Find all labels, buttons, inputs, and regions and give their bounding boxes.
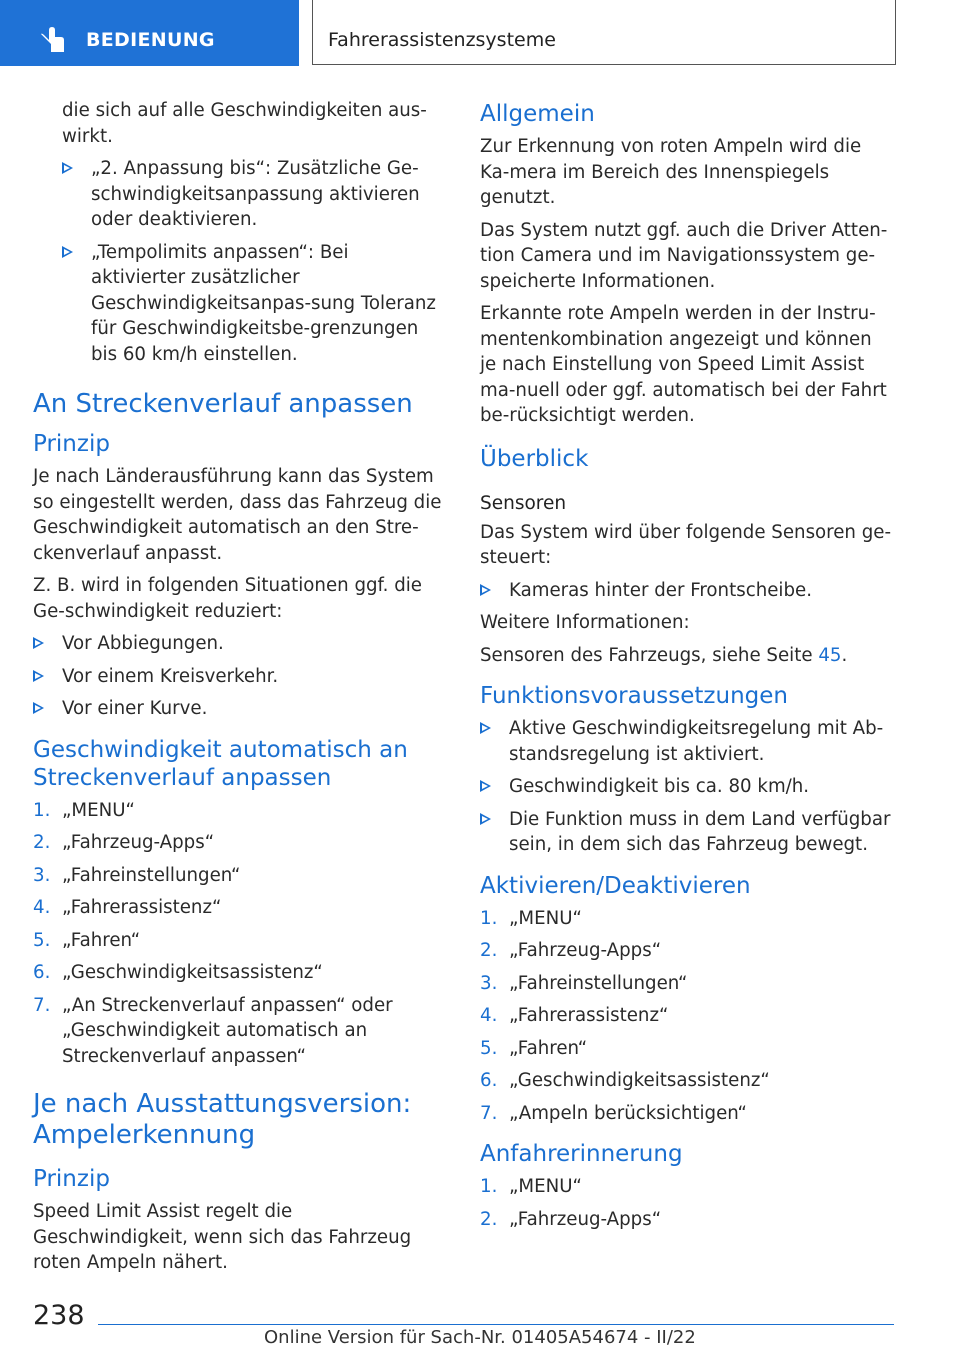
paragraph: Das System wird über folgende Sensoren ge-steuert: [480,521,892,568]
heading-sensoren: Sensoren [480,492,567,514]
page-link[interactable]: 45 [818,644,842,666]
section-tab[interactable] [0,0,299,66]
list-item: „2. Anpassung bis“: Zusätzliche Ge-schwindigkeitsanpassung aktivieren oder deaktivieren. [62,156,443,233]
page-number: 238 [33,1300,85,1331]
list-item: 4. „Fahrerassistenz“ [480,1005,669,1026]
hand-pointer-icon [38,26,68,54]
list-item: 2. „Fahrzeug-Apps“ [480,940,662,961]
steps-list [33,798,443,1070]
triangle-bullet-icon [480,813,491,825]
list-item: 1. „MENU“ [480,907,582,929]
heading-ueberblick: Überblick [480,445,589,472]
left-column [33,98,443,1283]
heading-streckenverlauf: An Streckenverlauf anpassen [33,389,413,419]
triangle-bullet-icon [480,780,491,792]
list-item: Aktive Geschwindigkeitsregelung mit Ab-standsregelung ist aktiviert. [480,716,892,767]
heading-prinzip: Prinzip [33,431,110,457]
paragraph: Erkannte rote Ampeln werden in der Instru-mentenkombination angezeigt und können je nach Einstellung von Speed Limit Assist ma-nuell oder ggf. automatisch bei der Fahrt be-rücksichtigt werden. [480,303,887,426]
list-item: Vor einer Kurve. [33,696,443,722]
chapter-box [312,0,896,65]
triangle-bullet-icon [33,702,44,714]
paragraph: Je nach Länderausführung kann das System so eingestellt werden, dass das Fahrzeug die Geschwindigkeit automatisch an den Stre-ckenverlauf anpasst. [33,466,442,564]
page-header [0,0,960,66]
steps-list [480,1174,892,1232]
page-footer [0,1290,960,1362]
reference-paragraph: Sensoren des Fahrzeugs, siehe Seite 45. [480,644,848,666]
list-item: 5. „Fahren“ [480,1037,588,1059]
paragraph: Weitere Informationen: [480,612,690,633]
triangle-bullet-icon [62,246,73,258]
list-item: 5. „Fahren“ [33,929,141,951]
paragraph: Zur Erkennung von roten Ampeln wird die Ka-mera im Bereich des Innenspiegels genutzt. [480,136,862,208]
right-column [480,98,892,1239]
list-item: 1. „MENU“ [480,1176,582,1197]
triangle-bullet-icon [480,722,491,734]
list-item: 7. „Ampeln berücksichtigen“ [480,1102,747,1124]
list-item: Geschwindigkeit bis ca. 80 km/h. [480,774,892,800]
list-item: Die Funktion muss in dem Land verfügbar sein, in dem sich das Fahrzeug bewegt. [480,807,892,858]
list-item: Kameras hinter der Frontscheibe. [480,578,892,604]
list-item: 7. „An Streckenverlauf anpassen“ oder „Geschwindigkeit automatisch an Streckenverlauf anpassen“ [33,994,393,1067]
list-item: 6. „Geschwindigkeitsassistenz“ [33,962,323,983]
heading-auto-anpassen: Geschwindigkeit automatisch an Streckenverlauf anpassen [33,736,408,791]
situations-list [33,631,443,722]
list-item: 4. „Fahrerassistenz“ [33,897,222,918]
heading-ampelerkennung: Je nach Ausstattungsversion: Ampelerkennung [33,1089,412,1150]
list-item: 1. „MENU“ [33,799,135,821]
heading-aktivieren: Aktivieren/Deaktivieren [480,872,751,899]
paragraph: Das System nutzt ggf. auch die Driver Atten-tion Camera und im Navigationssystem ge-speicherte Informationen. [480,219,888,292]
footer-version: Online Version für Sach-Nr. 01405A54674 - II/22 [264,1327,696,1348]
section-label: BEDIENUNG [86,29,215,51]
heading-funktionsvoraussetzungen: Funktionsvoraussetzungen [480,683,788,709]
heading-anfahrerinnerung: Anfahrerinnerung [480,1141,683,1167]
triangle-bullet-icon [62,162,73,174]
footer-divider [98,1324,894,1325]
list-item: 3. „Fahreinstellungen“ [480,972,688,994]
triangle-bullet-icon [33,670,44,682]
paragraph: Speed Limit Assist regelt die Geschwindigkeit, wenn sich das Fahrzeug roten Ampeln nähert. [33,1201,412,1273]
speed-options-list [62,156,443,367]
list-item: Vor Abbiegungen. [33,631,443,657]
list-item: 2. „Fahrzeug-Apps“ [33,832,215,853]
triangle-bullet-icon [33,637,44,649]
intro-text: die sich auf alle Geschwindigkeiten aus-wirkt. [62,100,427,147]
list-item: 2. „Fahrzeug-Apps“ [480,1208,662,1230]
list-item: „Tempolimits anpassen“: Bei aktivierter zusätzlicher Geschwindigkeitsanpas-sung Toleranz für Geschwindigkeitsbe-grenzungen bis 60 km/h einstellen. [62,240,443,368]
triangle-bullet-icon [480,584,491,596]
list-item: Vor einem Kreisverkehr. [33,664,443,690]
chapter-title: Fahrerassistenzsysteme [328,29,556,51]
requirements-list [480,716,892,858]
heading-prinzip: Prinzip [33,1166,110,1192]
heading-allgemein: Allgemein [480,101,595,127]
list-item: 3. „Fahreinstellungen“ [33,864,241,886]
list-item: 6. „Geschwindigkeitsassistenz“ [480,1070,770,1091]
paragraph: Z. B. wird in folgenden Situationen ggf. die Ge-schwindigkeit reduziert: [33,575,422,622]
steps-list [480,906,892,1127]
sensors-list [480,578,892,604]
